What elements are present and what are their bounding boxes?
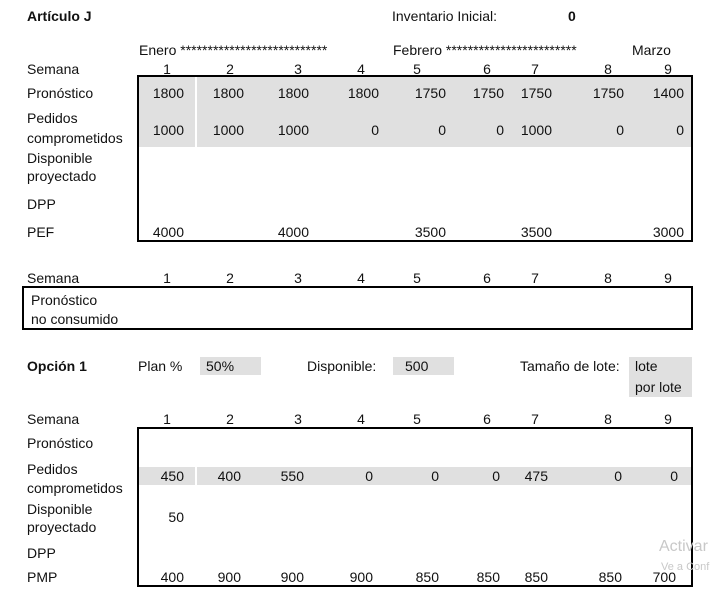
week-number: 8 <box>604 411 612 427</box>
week-number: 4 <box>357 270 365 286</box>
orders-cell: 1000 <box>277 122 309 138</box>
projected-available-label-line1: Disponible <box>27 501 93 517</box>
week-number: 5 <box>413 61 421 77</box>
week-number: 8 <box>604 61 612 77</box>
item-title: Artículo J <box>27 8 92 24</box>
week-number: 2 <box>226 411 234 427</box>
orders-cell: 1000 <box>212 122 244 138</box>
week-number: 7 <box>531 411 539 427</box>
orders-cell: 1000 <box>152 122 184 138</box>
forecast-cell: 1750 <box>414 85 446 101</box>
projected-available-cell: 50 <box>168 509 184 525</box>
lot-size-value-line1: lote <box>635 358 658 374</box>
forecast-cell: 1750 <box>592 85 624 101</box>
activation-watermark-line2: Ve a Conf <box>661 561 710 573</box>
orders-cell: 1000 <box>520 122 552 138</box>
orders-cell: 0 <box>438 122 446 138</box>
week-number: 9 <box>664 61 672 77</box>
week-number: 2 <box>226 61 234 77</box>
projected-available-label-line2: proyectado <box>27 168 97 184</box>
available-label: Disponible: <box>307 358 377 374</box>
orders-cell: 400 <box>217 468 241 484</box>
orders-cell: 0 <box>670 468 678 484</box>
orders-cell: 475 <box>524 468 548 484</box>
week-number: 2 <box>226 270 234 286</box>
forecast-cell: 1750 <box>520 85 552 101</box>
orders-cell: 0 <box>371 122 379 138</box>
month-label-1: Enero *************************** <box>139 42 328 58</box>
initial-inventory-label: Inventario Inicial: <box>392 8 498 24</box>
projected-available-label-line2: proyectado <box>27 519 97 535</box>
week-number: 5 <box>413 270 421 286</box>
forecast-cell: 1400 <box>652 85 684 101</box>
forecast-cell: 1800 <box>277 85 309 101</box>
pmp-cell: 850 <box>598 569 622 585</box>
plan-percent-value[interactable]: 50% <box>200 357 261 375</box>
pmp-cell: 850 <box>476 569 500 585</box>
committed-orders-label-line2: comprometidos <box>27 480 123 496</box>
unconsumed-forecast-label-line1: Pronóstico <box>31 292 98 308</box>
committed-orders-label-line1: Pedidos <box>27 461 78 477</box>
pmp-cell: 900 <box>217 569 241 585</box>
orders-cell: 550 <box>280 468 304 484</box>
lot-size-value-line2: por lote <box>635 379 682 395</box>
forecast-cell: 1800 <box>212 85 244 101</box>
month-label-2: Febrero ************************ <box>393 42 577 58</box>
unconsumed-forecast-label-line2: no consumido <box>31 311 119 327</box>
week-number: 4 <box>357 61 365 77</box>
week-number: 6 <box>483 61 491 77</box>
week-number: 9 <box>664 270 672 286</box>
pef-row-label: PEF <box>27 224 55 240</box>
week-row-label: Semana <box>27 61 80 77</box>
plan-percent-label: Plan % <box>138 358 183 374</box>
week-number: 3 <box>294 61 302 77</box>
week-number: 6 <box>483 411 491 427</box>
orders-cell: 0 <box>431 468 439 484</box>
pef-cell: 4000 <box>277 224 309 240</box>
pef-cell: 3500 <box>414 224 446 240</box>
option-table-frame <box>137 427 693 587</box>
week-number: 1 <box>163 270 171 286</box>
pmp-cell: 700 <box>652 569 676 585</box>
dpp-row-label: DPP <box>27 196 56 212</box>
pmp-cell: 400 <box>160 569 184 585</box>
orders-cell: 450 <box>160 468 184 484</box>
week-number: 7 <box>531 61 539 77</box>
pef-cell: 4000 <box>152 224 184 240</box>
forecast-cell: 1800 <box>347 85 379 101</box>
available-value[interactable]: 500 <box>393 357 454 375</box>
unconsumed-forecast-frame <box>22 286 693 330</box>
orders-cell: 0 <box>614 468 622 484</box>
orders-cell: 0 <box>496 122 504 138</box>
committed-orders-label-line1: Pedidos <box>27 110 78 126</box>
week-row-label: Semana <box>27 270 80 286</box>
week-number: 1 <box>163 411 171 427</box>
dpp-row-label: DPP <box>27 545 56 561</box>
lot-size-label: Tamaño de lote: <box>520 358 620 374</box>
pef-cell: 3500 <box>520 224 552 240</box>
pef-cell: 3000 <box>652 224 684 240</box>
pmp-cell: 900 <box>280 569 304 585</box>
week-number: 3 <box>294 411 302 427</box>
committed-orders-label-line2: comprometidos <box>27 130 123 146</box>
option-title: Opción 1 <box>27 358 87 374</box>
forecast-cell: 1750 <box>472 85 504 101</box>
pmp-row-label: PMP <box>27 569 58 585</box>
pmp-cell: 850 <box>415 569 439 585</box>
week-number: 3 <box>294 270 302 286</box>
forecast-row-label: Pronóstico <box>27 85 94 101</box>
orders-cell: 0 <box>365 468 373 484</box>
week-number: 8 <box>604 270 612 286</box>
week-number: 5 <box>413 411 421 427</box>
initial-inventory-value: 0 <box>568 8 576 24</box>
week-number: 7 <box>531 270 539 286</box>
pmp-cell: 850 <box>524 569 548 585</box>
week-number: 4 <box>357 411 365 427</box>
week-number: 1 <box>163 61 171 77</box>
orders-cell: 0 <box>676 122 684 138</box>
projected-available-label-line1: Disponible <box>27 150 93 166</box>
week-row-label: Semana <box>27 411 80 427</box>
month-label-3: Marzo <box>632 42 671 58</box>
forecast-cell: 1800 <box>152 85 184 101</box>
forecast-row-label: Pronóstico <box>27 435 94 451</box>
activation-watermark-line1: Activar <box>659 538 708 555</box>
pmp-cell: 900 <box>349 569 373 585</box>
orders-cell: 0 <box>616 122 624 138</box>
orders-cell: 0 <box>492 468 500 484</box>
week-number: 6 <box>483 270 491 286</box>
week-number: 9 <box>664 411 672 427</box>
